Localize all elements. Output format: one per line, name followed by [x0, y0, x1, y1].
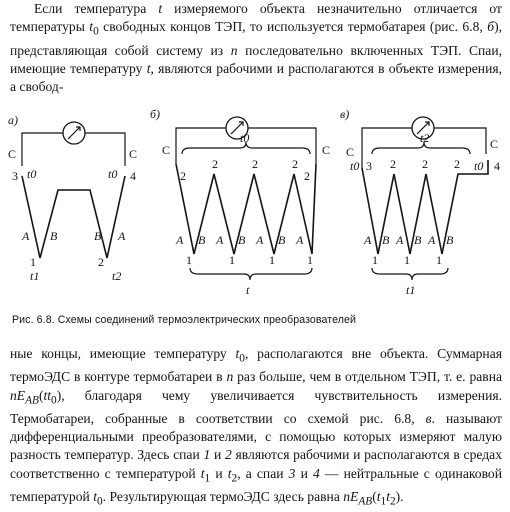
svg-text:4: 4	[494, 159, 500, 173]
svg-text:A: A	[22, 229, 30, 243]
svg-text:t2: t2	[420, 131, 430, 145]
panel-b-diagram	[150, 108, 330, 297]
galvanometer-icon	[63, 122, 85, 144]
svg-text:A: A	[396, 233, 404, 247]
svg-text:B: B	[382, 233, 390, 247]
svg-text:B: B	[238, 233, 246, 247]
svg-text:A: A	[256, 233, 264, 247]
svg-text:t2: t2	[112, 269, 122, 283]
svg-text:2: 2	[454, 157, 460, 171]
wire-label-left: C	[8, 147, 17, 161]
svg-text:t0: t0	[27, 167, 37, 181]
svg-text:C: C	[162, 143, 171, 157]
panel-c-label: в)	[340, 108, 350, 121]
svg-text:A: A	[118, 229, 126, 243]
svg-text:3: 3	[12, 169, 18, 183]
svg-text:2: 2	[422, 157, 428, 171]
top-paragraph: Если температура t измеряемого объекта незначительно отличается от температуры $t_0$ свободных концов ТЭП, то используется термобатарея (рис. 6.8, б), представляющая собой систему из n последовательно включенных ТЭП. Спаи, имеющие температуру t, являются рабочими и располагаются в объекте измерения, а свобод-	[10, 1, 502, 95]
svg-text:B: B	[414, 233, 422, 247]
svg-text:1: 1	[269, 253, 275, 267]
svg-text:2: 2	[180, 169, 186, 183]
panel-c-diagram	[340, 108, 500, 297]
wire-label-right: C	[129, 147, 138, 161]
svg-text:1: 1	[30, 255, 36, 269]
svg-text:C: C	[346, 145, 355, 159]
panel-b-label: б)	[150, 108, 161, 121]
svg-text:2: 2	[98, 255, 104, 269]
panel-a-label: а)	[8, 113, 18, 127]
svg-text:t0: t0	[474, 159, 484, 173]
svg-text:2: 2	[212, 157, 218, 171]
svg-text:A: A	[428, 233, 436, 247]
svg-text:t1: t1	[30, 269, 40, 283]
svg-text:t0: t0	[108, 167, 118, 181]
svg-text:A: A	[364, 233, 372, 247]
svg-text:B: B	[198, 233, 206, 247]
svg-text:1: 1	[372, 253, 378, 267]
svg-text:2: 2	[304, 169, 310, 183]
svg-text:2: 2	[292, 157, 298, 171]
svg-text:1: 1	[436, 253, 442, 267]
figure-caption: Рис. 6.8. Схемы соединений термоэлектрических преобразователей	[12, 314, 357, 326]
svg-text:t0: t0	[240, 131, 250, 145]
bottom-paragraph: ные концы, имеющие температуру $t_0$, располагаются вне объекта. Суммарная термоЭДС в контуре термобатареи в n раз больше, чем в отдельном ТЭП, т. е. равна $nE_{AB}(tt_0)$, благодаря чему увеличивается чувствительность измерения. Термобатареи, собранные в соответствии со схемой рис. 6.8, в. называют дифференциальными преобразователями, с помощью которых измеряют малую разность температур. Здесь спаи 1 и 2 являются рабочими и располагаются в средах соответственно с температурой $t_1$ и $t_2$, а спаи 3 и 4 — нейтральные с одинаковой температурой $t_0$. Результирующая термоЭДС здесь равна $nE_{AB}(t_1t_2)$.	[10, 346, 502, 508]
svg-text:1: 1	[229, 253, 235, 267]
svg-text:3: 3	[366, 159, 372, 173]
svg-text:1: 1	[307, 253, 313, 267]
svg-text:t: t	[246, 283, 250, 297]
svg-text:C: C	[322, 143, 331, 157]
svg-text:B: B	[446, 233, 454, 247]
svg-text:1: 1	[404, 253, 410, 267]
svg-text:B: B	[50, 229, 58, 243]
svg-text:2: 2	[252, 157, 258, 171]
svg-text:1: 1	[186, 253, 192, 267]
svg-text:2: 2	[390, 157, 396, 171]
svg-text:C: C	[490, 137, 499, 151]
svg-text:A: A	[296, 233, 304, 247]
svg-text:A: A	[176, 233, 184, 247]
svg-text:4: 4	[130, 169, 136, 183]
svg-text:B: B	[94, 229, 102, 243]
svg-text:A: A	[216, 233, 224, 247]
svg-text:t0: t0	[350, 159, 360, 173]
svg-text:t1: t1	[406, 283, 416, 297]
panel-a-diagram	[8, 113, 137, 283]
svg-text:B: B	[278, 233, 286, 247]
thermocouple-figure	[0, 108, 510, 308]
